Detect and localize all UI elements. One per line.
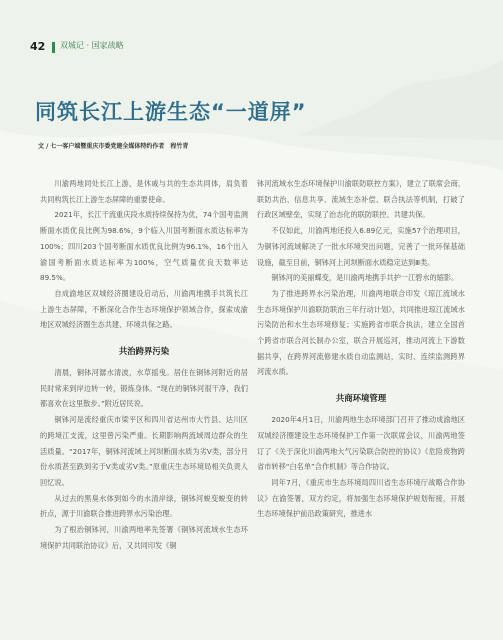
- paragraph: 为了推进跨界水污染治理，川渝两地联合印发《琼江流域水生态环境保护川渝联防联治三年行动计划》，共同推进琼江流域水污染防治和水生态环境修复；实施跨省市联合执法，建立全国首个跨省市联合河长制办公室，联合开展巡河，推动河流上下游数据共享，在跨界河流修建水质自动监测站，实时、连续监测跨界河流水质。: [257, 288, 465, 377]
- paragraph: 铜钵河的美丽蝶变，是川渝两地携手共护一江碧水的缩影。: [271, 273, 459, 283]
- paragraph: 铜钵河是流经重庆市梁平区和四川省达州市大竹县、达川区的跨境江支流，这里曾污染严重。长期影响两流域周边群众的生活质量。“2017年，铜钵河流域上河坝断面水质为劣V类，部分月份水质甚至跌到劣于V类或劣V类。”原重庆生态环境局相关负责人回忆说。: [40, 415, 248, 487]
- right-column: [257, 176, 465, 522]
- paragraph: 川渝两地同处长江上游，是休戚与共的生态共同体，肩负着共同构筑长江上游生态屏障的重要使命。: [40, 179, 248, 204]
- subheading: 共商环境管理: [335, 393, 387, 404]
- paragraph: 自成渝地区双城经济圈建设启动后，川渝两地携手共筑长江上游生态屏障，不断深化合作生态环境保护领域合作，探索成渝地区双城经济圈生态共建、环境共保之路。: [40, 288, 248, 330]
- page-number: 42: [30, 40, 46, 53]
- paragraph: 2021年，长江干流重庆段水质持续保持为优，74个国考监测断面水质优良比例为98.6%，9个临入川国考断面水质达标率为100%；四川203个国考断面水质优良比例为96.1%，16个出入渝国考断面水质达标率为100%，空气质量优良天数率达89.5%。: [40, 210, 248, 283]
- paragraph: 2020年4月1日，川渝两地生态环境部门召开了推动成渝地区双城经济圈建设生态环境保护工作第一次联席会议，川渝两地签订了《关于深化川渝两地大气污染联合防控的协议》《危险废物跨省市转移“白名单”合作机制》等合作协议。: [257, 415, 465, 472]
- paragraph: 不仅如此，川渝两地还投入6.89亿元，实施57个治理项目，为铜钵河流域解决了一批水环境突出问题，完善了一批环保基础设施，截至目前，铜钵河上河坝断面水质稳定达到Ⅲ类。: [257, 226, 465, 267]
- paragraph: 同年7月，《重庆市生态环境局四川省生态环境厅战略合作协议》在渝签署，双方约定，将加强生态环境保护规划衔接，开展生态环境保护前沿政策研究，推进水: [257, 477, 465, 519]
- left-column: [40, 176, 248, 553]
- paragraph: 为了根治铜钵河，川渝两地率先签署《铜钵河流域水生态环境保护共同联治协议》后，又共同印发《铜: [40, 525, 248, 550]
- section-label: 双城记 · 国家战略: [60, 41, 124, 50]
- section-marker: [52, 42, 55, 53]
- article-byline: 文 / 七一客户端暨重庆市委党建全媒体特约作者 程竹青: [38, 143, 189, 150]
- subheading: 共治跨界污染: [118, 346, 170, 357]
- article-title: 同筑长江上游生态“一道屏”: [35, 100, 307, 124]
- paragraph: 清晨，铜钵河潺水清波，水草摇曳。居住在铜钵河附近的居民时常来到岸边转一转，锻炼身体。“现在的铜钵河很干净，我们都喜欢在这里散步。”附近居民说。: [40, 368, 248, 409]
- paragraph: 钵河流域水生态环境保护川渝联防联控方案》，建立了联席会商、联防共治、信息共享、流域生态补偿、联合执法等机制，打破了行政区域壁垒，实现了治态化的联防联控、共建共保。: [257, 179, 465, 220]
- paragraph: 从过去的黑臭水体到如今的水清岸绿，铜钵河蜕变蜕变的转折点，源于川渝联合推进跨界水污染治理。: [40, 493, 248, 519]
